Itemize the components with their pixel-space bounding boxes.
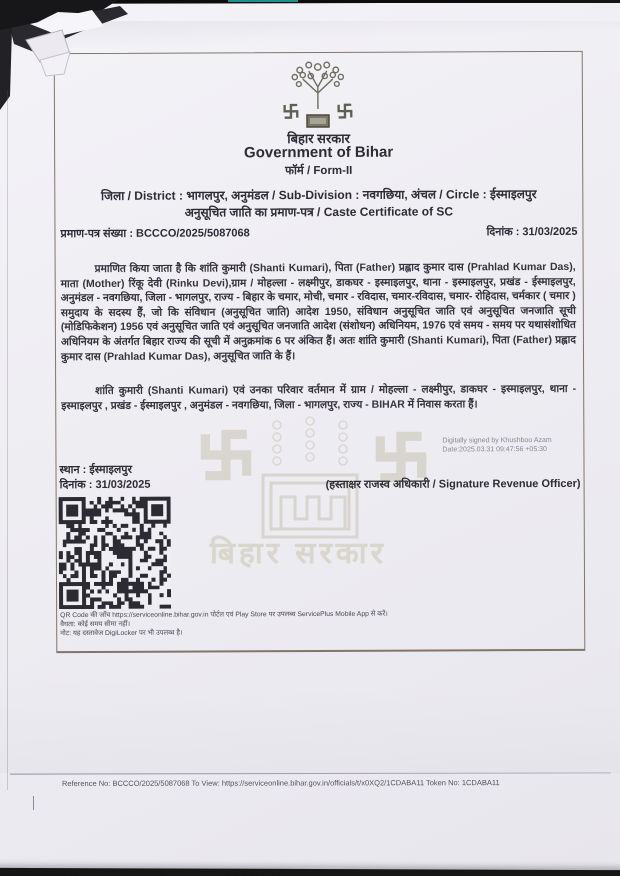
paper-fold-line xyxy=(7,90,8,790)
digital-signature-signer: Digitally signed by Khushboo Azam xyxy=(442,436,552,445)
footer-reference-line: Reference No: BCCCO/2025/5087068 To View: https://serviceonline.bihar.gov.in/officials/t/x0XQ2/1CDABA11 Token No: 1CDABA11 xyxy=(62,778,500,788)
certificate-frame xyxy=(54,51,586,653)
digilocker-note: नोट: यह दस्तावेज DigiLocker पर भी उपलब्ध है। xyxy=(60,629,183,638)
bihar-government-emblem-icon xyxy=(273,59,363,131)
qr-code xyxy=(59,497,171,609)
issue-date: दिनांक : 31/03/2025 xyxy=(59,478,151,492)
qr-verification-note: QR Code की जाँच https://serviceonline.bihar.gov.in पोर्टल एवं Play Store पर उपलब्ध ServicePlus Mobile App से करें। xyxy=(60,610,388,620)
validity-note: वैधता: कोई समय सीमा नहीं। xyxy=(60,620,131,629)
signature-officer-caption: (हस्ताक्षर राजस्व अधिकारी / Signature Revenue Officer) xyxy=(325,477,581,491)
header-govt-english: Government of Bihar xyxy=(243,143,394,162)
certificate-title: अनुसूचित जाति का प्रमाण-पत्र / Caste Certificate of SC xyxy=(184,204,454,220)
residence-paragraph: शांति कुमारी (Shanti Kumari) एवं उनका परिवार वर्तमान में ग्राम / मोहल्ला - लक्ष्मीपुर, डाकघर - इस्माइलपुर, थाना - इस्माइलपुर , प्रखंड - ईस्माइलपुर , अनुमंडल - नवगछिया, जिला - भागलपुर, राज्य - BIHAR में निवास करता हैं। xyxy=(61,382,577,412)
scan-edge-bottom xyxy=(0,868,620,876)
header-govt-hindi: बिहार सरकार xyxy=(287,130,350,147)
digital-signature-block xyxy=(442,436,592,455)
scan-edge-artifact xyxy=(228,0,298,2)
issue-place: स्थान : ईस्माइलपुर xyxy=(59,463,133,477)
certificate-number: प्रमाण-पत्र संख्या : BCCCO/2025/5087068 xyxy=(60,227,250,241)
paper-mark xyxy=(33,796,34,810)
header-district-line: जिला / District : भागलपुर, अनुमंडल / Sub-Division : नवगछिया, अंचल / Circle : ईस्माइलपुर xyxy=(101,187,537,203)
watermark-text: बिहार सरकार xyxy=(210,537,387,570)
paper-crease xyxy=(0,653,620,773)
footer-divider xyxy=(10,772,611,774)
header-form-number: फॉर्म / Form-II xyxy=(285,164,353,178)
digital-signature-date: Date:2025.03.31 09:47:56 +05:30 xyxy=(442,446,547,454)
paper-sheet xyxy=(0,3,620,871)
torn-corner-artifact xyxy=(0,0,150,130)
certificate-body-paragraph: प्रमाणित किया जाता है कि शांति कुमारी (Shanti Kumari), पिता (Father) प्रह्लाद कुमार दास (Prahlad Kumar Das), माता (Mother) रिंकू देवी (Rinku Devi),ग्राम / मोहल्ला - लक्ष्मीपुर, डाकघर - इस्माइलपुर, थाना - इस्माइलपुर, प्रखंड - ईस्माइलपुर, अनुमंडल - नवगछिया, जिला - भागलपुर, राज्य - बिहार के चमार, मोची, चमार - रविदास, चमार-रविदास, चमार- रोहिदास, चर्मकार ( चमार ) समुदाय के सदस्य हैं, जो कि संविधान (अनुसूचित जाति) आदेश 1950, संविधान अनुसूचित जाति एवं अनुसूचित जनजाति सूची (मोडिफिकेशन) 1956 एवं अनुसूचित जाति एवं अनुसूचित जनजाति आदेश (संशोधन) अधिनियम, 1976 एवं समय - समय पर यथासंशोधित अधिनियम के अंतर्गत बिहार राज्य की सूची में अनुक्रमांक 6 पर अंकित हैं। अतः शांति कुमारी (Shanti Kumari), पिता (Father) प्रह्लाद कुमार दास (Prahlad Kumar Das), अनुसूचित जाति के हैं। xyxy=(60,260,576,363)
certificate-date: दिनांक : 31/03/2025 xyxy=(486,225,578,239)
